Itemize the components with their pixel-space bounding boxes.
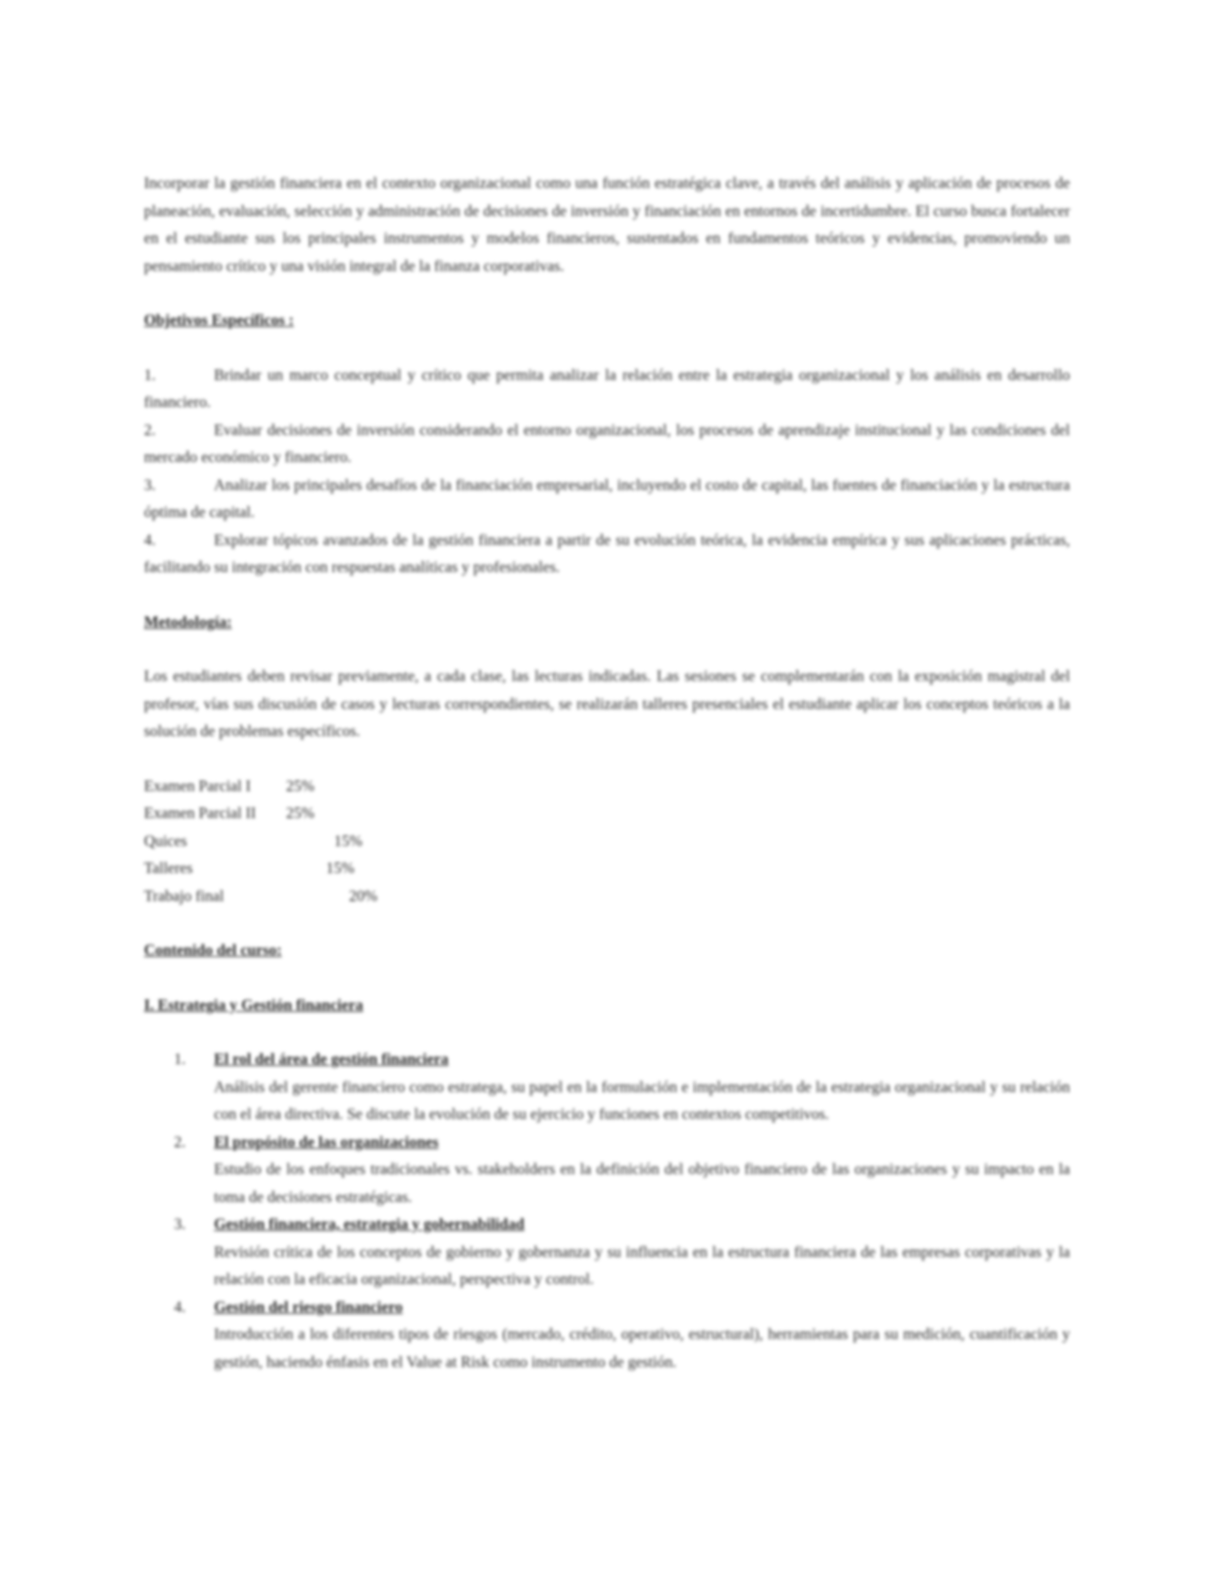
- document-body: [144, 170, 1070, 1376]
- evaluation-row: [144, 855, 1070, 883]
- objective-number: 2.: [144, 421, 156, 439]
- evaluation-label: Trabajo final: [144, 887, 224, 905]
- topic-description: Análisis del gerente financiero como estratega, su papel en la formulación e implementación de la estrategia organizacional y su relación con el área directiva. Se discute la evolución de su ejercicio y funciones en contextos competitivos.: [214, 1078, 1070, 1123]
- objective-number: 3.: [144, 476, 156, 494]
- objectives-heading: Objetivos Específicos :: [144, 312, 294, 329]
- evaluation-label: Examen Parcial II: [144, 805, 256, 822]
- topic-title: Gestión financiera, estrategia y gobernabilidad: [214, 1216, 525, 1233]
- methodology-paragraph: Los estudiantes deben revisar previamente, a cada clase, las lecturas indicadas. Las sesiones se complementarán con la exposición magistral del profesor, vías sus discusión de casos y lecturas correspondientes, se realizarán talleres presenciales el estudiante aplicar los conceptos teóricos a la solución de problemas específicos.: [144, 668, 1070, 740]
- evaluation-label: Examen Parcial I: [144, 777, 251, 795]
- evaluation-table: [144, 773, 1070, 911]
- objective-number: 1.: [144, 366, 156, 384]
- objective-item: [144, 472, 1070, 527]
- topic-number: 4.: [174, 1298, 186, 1316]
- evaluation-value: 25%: [286, 777, 315, 795]
- topic-item: [144, 1129, 1070, 1212]
- evaluation-value: 20%: [349, 887, 378, 905]
- objective-text: Explorar tópicos avanzados de la gestión financiera a partir de su evolución teórica, la evidencia empírica y sus aplicaciones prácticas, facilitando su integración con respuestas analíticas y profesionales.: [144, 531, 1070, 576]
- methodology-heading: Metodología:: [144, 613, 232, 631]
- topic-item: [144, 1211, 1070, 1294]
- evaluation-row: [144, 773, 1070, 801]
- objective-item: [144, 417, 1070, 472]
- topic-item: [144, 1046, 1070, 1129]
- topic-number: 1.: [174, 1051, 186, 1068]
- topics-list: [144, 1046, 1070, 1376]
- objective-item: [144, 527, 1070, 582]
- topic-description: Introducción a los diferentes tipos de riesgos (mercado, crédito, operativo, estructural), herramientas para su medición, cuantificación y gestión, haciendo énfasis en el Value at Risk como instrumento de gestión.: [214, 1326, 1070, 1371]
- evaluation-value: 25%: [286, 805, 315, 822]
- objective-text: Brindar un marco conceptual y crítico que permita analizar la relación entre la estrategia organizacional y los análisis en desarrollo financiero.: [144, 366, 1070, 411]
- objectives-list: [144, 362, 1070, 582]
- topic-title: El rol del área de gestión financiera: [214, 1051, 449, 1068]
- evaluation-label: Talleres: [144, 860, 193, 877]
- evaluation-row: [144, 800, 1070, 828]
- intro-paragraph: Incorporar la gestión financiera en el contexto organizacional como una función estratégica clave, a través del análisis y aplicación de procesos de planeación, evaluación, selección y administración de decisiones de inversión y financiación en entornos de incertidumbre. El curso busca fortalecer en el estudiante sus los principales instrumentos y modelos financieros, sustentados en fundamentos teóricos y evidencias, promoviendo un pensamiento crítico y una visión integral de la finanza corporativas.: [144, 175, 1070, 275]
- objective-text: Analizar los principales desafíos de la financiación empresarial, incluyendo el costo de capital, las fuentes de financiación y la estructura óptima de capital.: [144, 476, 1070, 521]
- evaluation-label: Quices: [144, 832, 188, 850]
- objective-text: Evaluar decisiones de inversión considerando el entorno organizacional, los procesos de aprendizaje institucional y las condiciones del mercado económico y financiero.: [144, 421, 1070, 466]
- evaluation-value: 15%: [334, 832, 363, 850]
- topic-number: 2.: [174, 1133, 186, 1151]
- topic-number: 3.: [174, 1216, 186, 1233]
- objective-item: [144, 362, 1070, 417]
- objective-number: 4.: [144, 531, 156, 549]
- topic-description: Revisión crítica de los conceptos de gobierno y gobernanza y su influencia en la estructura financiera de las empresas corporativas y la relación con la eficacia organizacional, perspectiva y control.: [214, 1243, 1070, 1288]
- topic-item: [144, 1294, 1070, 1377]
- topic-title: Gestión del riesgo financiero: [214, 1298, 403, 1316]
- topic-title: El propósito de las organizaciones: [214, 1133, 439, 1151]
- evaluation-value: 15%: [326, 860, 355, 877]
- evaluation-row: [144, 883, 1070, 911]
- topic-description: Estudio de los enfoques tradicionales vs. stakeholders en la definición del objetivo financiero de las organizaciones y su impacto en la toma de decisiones estratégicas.: [214, 1161, 1070, 1206]
- unit-title: I. Estrategia y Gestión financiera: [144, 996, 364, 1014]
- contents-heading: Contenido del curso:: [144, 942, 282, 959]
- evaluation-row: [144, 828, 1070, 856]
